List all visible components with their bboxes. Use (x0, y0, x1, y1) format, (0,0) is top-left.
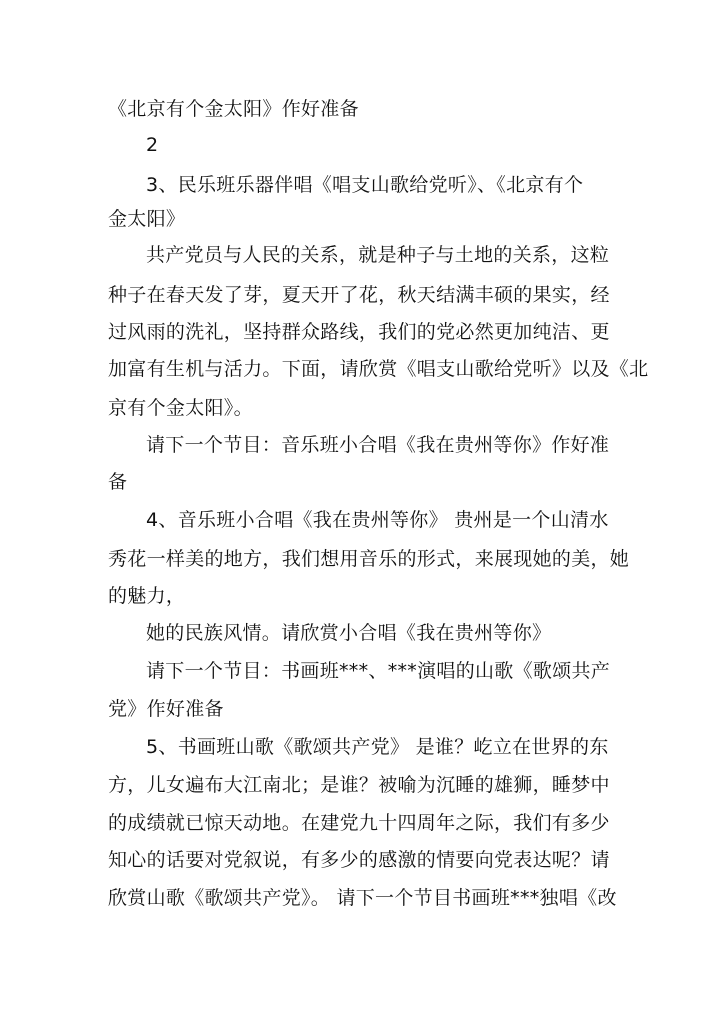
text-line: 过风雨的洗礼，坚持群众路线，我们的党必然更加纯洁、更 (108, 321, 610, 343)
text-line: 2 (146, 134, 159, 156)
text-line: 党》作好准备 (108, 698, 224, 720)
text-line: 请下一个节目：音乐班小合唱《我在贵州等你》作好准 (146, 434, 610, 456)
text-line: 秀花一样美的地方，我们想用音乐的形式，来展现她的美，她 (108, 548, 630, 570)
text-line: 3、民乐班乐器伴唱《唱支山歌给党听》、《北京有个 (146, 174, 584, 196)
text-line: 京有个金太阳》。 (108, 397, 253, 419)
text-line: 4、音乐班小合唱《我在贵州等你》 贵州是一个山清水 (146, 509, 609, 531)
text-line: 请下一个节目：书画班***、***演唱的山歌《歌颂共产 (146, 660, 611, 682)
text-line: 加富有生机与活力。下面，请欣赏《唱支山歌给党听》以及《北 (108, 358, 649, 380)
text-line: 5、书画班山歌《歌颂共产党》 是谁？屹立在世界的东 (146, 736, 609, 758)
text-line: 的魅力， (108, 585, 186, 607)
text-line: 备 (108, 471, 128, 493)
text-line: 知心的话要对党叙说，有多少的感激的情要向党表达呢？请 (108, 849, 610, 871)
text-line: 《北京有个金太阳》作好准备 (108, 98, 359, 120)
text-line: 共产党员与人民的关系，就是种子与土地的关系，这粒 (146, 244, 610, 266)
text-line: 的成绩就已惊天动地。在建党九十四周年之际，我们有多少 (108, 812, 610, 834)
text-line: 她的民族风情。请欣赏小合唱《我在贵州等你》 (146, 622, 552, 644)
text-line: 欣赏山歌《歌颂共产党》。 请下一个节目书画班***独唱《改 (108, 887, 617, 909)
text-line: 种子在春天发了芽，夏天开了花，秋天结满丰硕的果实，经 (108, 284, 610, 306)
text-line: 方，儿女遍布大江南北；是谁？被喻为沉睡的雄狮，睡梦中 (108, 774, 610, 796)
text-line: 金太阳》 (108, 208, 186, 230)
